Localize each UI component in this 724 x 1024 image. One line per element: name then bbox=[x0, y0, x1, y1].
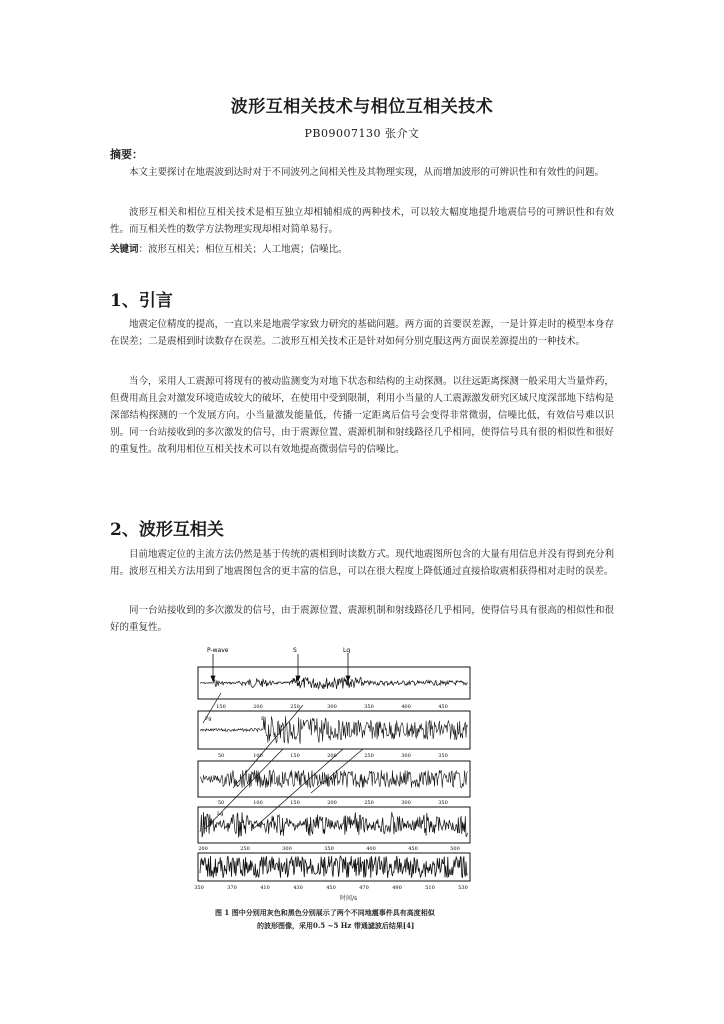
tick-label: 200 bbox=[327, 753, 337, 759]
tick-label: 300 bbox=[327, 704, 337, 710]
caption-line-1: 图 1 图中分别用灰色和黑色分别展示了两个不同地震事件具有高度相似 bbox=[215, 908, 435, 917]
tick-label: 250 bbox=[290, 704, 300, 710]
panel-label: Pg bbox=[205, 716, 212, 722]
waveform-trace-5 bbox=[200, 856, 467, 878]
tick-label: 350 bbox=[364, 704, 374, 710]
abstract-paragraph-1: 本文主要探讨在地震波到达时对于不同波列之间相关性及其物理实现，从而增加波形的可辨识性和有效性的问题。 bbox=[129, 167, 605, 178]
trace-panel-1 bbox=[198, 667, 470, 710]
tick-label: 100 bbox=[253, 753, 263, 759]
phase-label-p: P-wave bbox=[207, 647, 229, 654]
tick-label: 250 bbox=[364, 800, 374, 806]
trace-panel-4 bbox=[198, 807, 470, 852]
trace-panel-5 bbox=[194, 853, 470, 891]
figure-caption bbox=[215, 906, 495, 932]
tick-label: 410 bbox=[260, 885, 270, 891]
tick-label: 200 bbox=[198, 846, 208, 852]
section-1-paragraph-1: 地震定位精度的提高，一直以来是地震学家致力研究的基础问题。两方面的首要误差源，一是计算走时的模型本身存在误差；二是震相到时读数存在误差。二波形互相关技术正是针对如何分别克服这两方面误差源提出的一种技术。 bbox=[110, 319, 614, 347]
tick-label: 510 bbox=[425, 885, 435, 891]
tick-label: 200 bbox=[327, 800, 337, 806]
seismogram-figure bbox=[193, 643, 493, 893]
trace-panel-2 bbox=[198, 711, 470, 759]
tick-label: 50 bbox=[217, 800, 225, 806]
abstract-paragraph-2: 波形互相关和相位互相关技术是相互独立却相辅相成的两种技术，可以较大幅度地提升地震信号的可辨识性和有效性。而互相关性的数学方法物理实现却相对简单易行。 bbox=[110, 207, 614, 235]
tick-label: 250 bbox=[240, 846, 250, 852]
tick-label: 150 bbox=[290, 753, 300, 759]
tick-label: 490 bbox=[392, 885, 402, 891]
tick-label: 430 bbox=[293, 885, 303, 891]
caption-line-2: 的波形图像，采用0.5 ~5 Hz 带通滤波后结果[4] bbox=[257, 921, 415, 930]
section-1-paragraph-2: 当今，采用人工震源可将现有的被动监测变为对地下状态和结构的主动探测。以往远距离探测一般采用大当量炸药，但费用高且会对激发环境造成较大的破坏，在使用中受到限制，利用小当量的人工震源激发研究区域尺度深部地下结构是深部结构探测的一个发展方向。小当量激发能量低，传播一定距离后信号会变得非常微弱，信噪比低，有效信号难以识别。同一台站接收到的多次激发的信号，由于震源位置、震源机制和射线路径几乎相同，使得信号具有很的相似性和很好的重复性。故利用相位互相关技术可以有效地提高微弱信号的信噪比。 bbox=[110, 376, 614, 455]
seismogram-svg bbox=[193, 643, 493, 893]
trace-panel-3 bbox=[198, 761, 470, 806]
keywords-label: 关键词 bbox=[110, 244, 139, 255]
tick-label: 350 bbox=[438, 800, 448, 806]
phase-label-lg: Lg bbox=[343, 647, 351, 654]
author-line: PB09007130 张介文 bbox=[304, 127, 420, 140]
keywords-text: ：波形互相关；相位互相关；人工地震；信噪比。 bbox=[138, 244, 348, 255]
phase-label-s: S bbox=[293, 647, 297, 654]
section-2-paragraph-1: 目前地震定位的主流方法仍然是基于传统的震相到时读数方式。现代地震图所包含的大量有用信息并没有得到充分利用。波形互相关方法用到了地震图包含的更丰富的信息，可以在很大程度上降低通过直接拾取震相获得相对走时的误差。 bbox=[110, 549, 614, 577]
section-2-paragraph-2: 同一台站接收到的多次激发的信号，由于震源位置、震源机制和射线路径几乎相同，使得信号具有很高的相似性和很好的重复性。 bbox=[110, 605, 614, 633]
waveform-trace-3 bbox=[200, 770, 467, 788]
paper-title: 波形互相关技术与相位互相关技术 bbox=[230, 97, 494, 117]
waveform-trace-1 bbox=[200, 677, 467, 689]
tick-label: 450 bbox=[438, 704, 448, 710]
tick-label: 300 bbox=[401, 753, 411, 759]
tick-label: 400 bbox=[366, 846, 376, 852]
tick-label: 450 bbox=[326, 885, 336, 891]
waveform-trace-2 bbox=[200, 716, 467, 744]
figure-xlabel: 时间/s bbox=[340, 895, 358, 902]
panel-label: P bbox=[261, 716, 265, 722]
tick-label: 470 bbox=[359, 885, 369, 891]
tick-label: 350 bbox=[194, 885, 204, 891]
tick-label: 350 bbox=[324, 846, 334, 852]
tick-label: 250 bbox=[364, 753, 374, 759]
tick-label: 150 bbox=[290, 800, 300, 806]
tick-label: 500 bbox=[450, 846, 460, 852]
abstract-heading: 摘要： bbox=[110, 148, 143, 161]
section-1-heading: 1、引言 bbox=[110, 291, 173, 311]
tick-label: 450 bbox=[408, 846, 418, 852]
keywords-line bbox=[110, 241, 348, 255]
tick-label: 300 bbox=[401, 800, 411, 806]
tick-label: 370 bbox=[227, 885, 237, 891]
tick-label: 150 bbox=[216, 704, 226, 710]
tick-label: 200 bbox=[253, 704, 263, 710]
tick-label: 350 bbox=[438, 753, 448, 759]
section-2-heading: 2、波形互相关 bbox=[110, 520, 224, 540]
tick-label: 530 bbox=[458, 885, 468, 891]
tick-label: 400 bbox=[401, 704, 411, 710]
waveform-trace-4 bbox=[200, 812, 467, 837]
panel-label: Lg bbox=[217, 811, 224, 817]
tick-label: 50 bbox=[217, 753, 225, 759]
tick-label: 300 bbox=[282, 846, 292, 852]
tick-label: 100 bbox=[253, 800, 263, 806]
